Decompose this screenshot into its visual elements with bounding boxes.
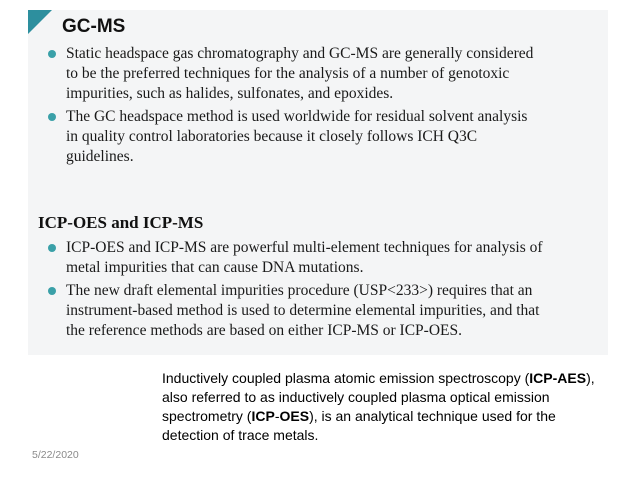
caption-text [162,369,602,445]
bullet-dot-icon [48,113,56,121]
footer-date: 5/22/2020 [32,449,79,461]
icp-bullet-list [42,238,602,344]
icp-section-title: ICP-OES and ICP-MS [38,213,204,232]
gcms-bullet-list [42,44,602,170]
list-item [42,44,602,104]
bullet-dot-icon [48,50,56,58]
corner-accent-shape [28,10,52,34]
caption-part: - [274,408,280,424]
gcms-section-title: GC-MS [62,16,126,37]
caption-bold-term: ICP-AES [529,370,587,386]
caption-part: ), also referred to as inductively coupled plasma optical emission spectrometry ( [162,370,595,424]
bullet-text: Static headspace gas chromatography and GC-MS are generally considered to be the preferred techniques for the analysis of a number of genotoxic impurities, such as halides, sulfonates, and epoxides. [66,45,534,102]
bullet-text: The new draft elemental impurities procedure (USP<233>) requires that an instrument-based method is used to determine elemental impurities, and that the reference methods are based on either ICP-MS or ICP-OES. [66,282,540,339]
list-item [42,107,602,167]
caption-part: Inductively coupled plasma atomic emission spectroscopy ( [162,370,530,386]
bullet-text: ICP-OES and ICP-MS are powerful multi-element techniques for analysis of metal impurities that can cause DNA mutations. [66,239,543,276]
list-item [42,281,602,341]
bullet-text: The GC headspace method is used worldwide for residual solvent analysis in quality control laboratories because it closely follows ICH Q3C guidelines. [66,108,528,165]
bullet-dot-icon [48,287,56,295]
list-item [42,238,602,278]
caption-bold-term: OES [279,408,310,424]
bullet-dot-icon [48,244,56,252]
caption-bold-term: ICP [251,408,275,424]
caption-part: ), is an analytical technique used for the detection of trace metals. [162,408,556,443]
